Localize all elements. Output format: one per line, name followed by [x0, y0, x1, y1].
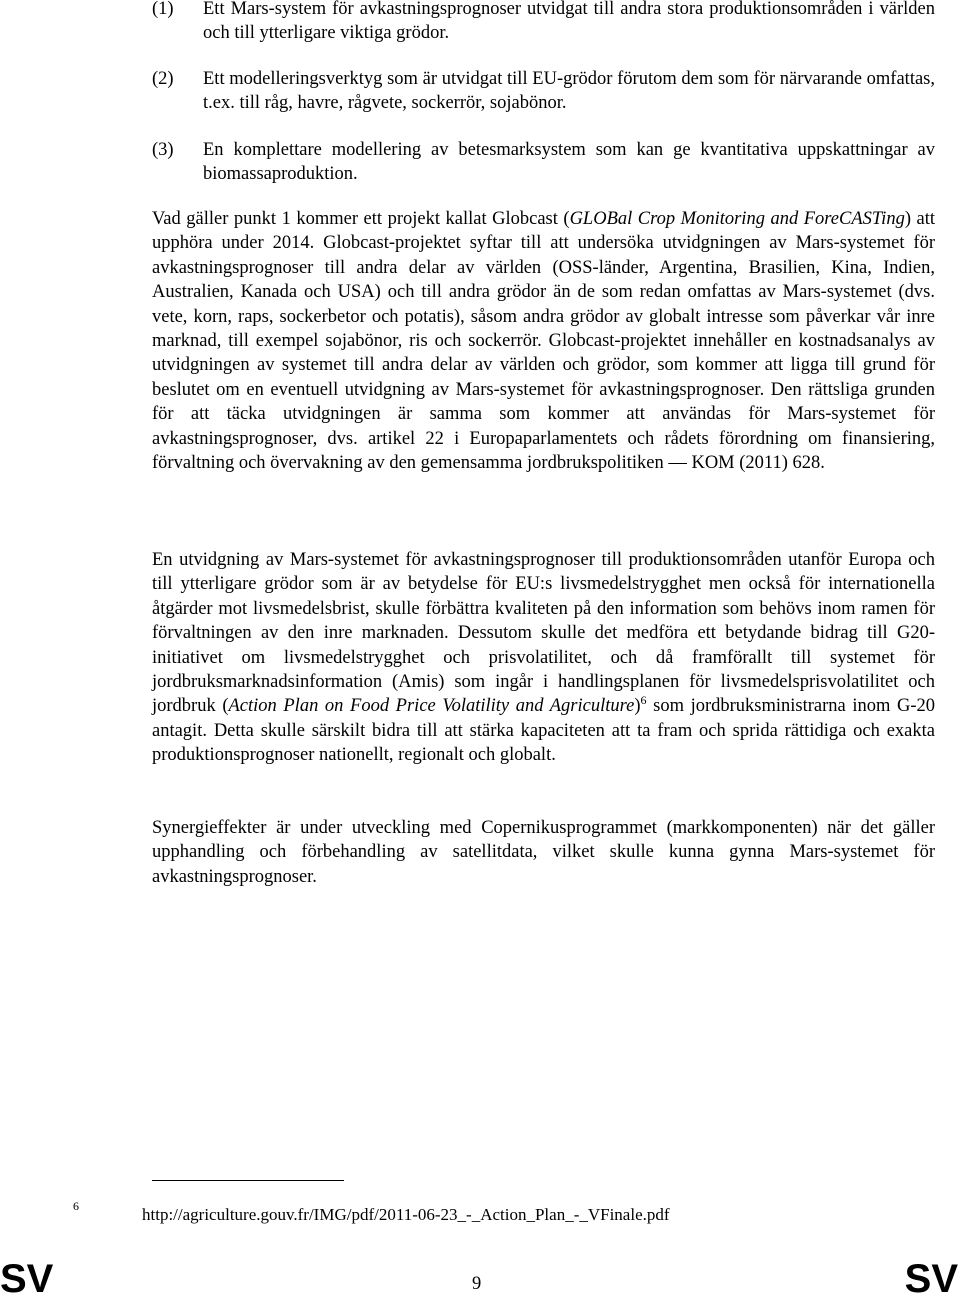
action-plan-title: Action Plan on Food Price Volatility and Agriculture [228, 696, 635, 717]
footnote-divider [152, 1180, 344, 1181]
list-number: (2) [152, 69, 174, 89]
list-item-text: Ett Mars-system för avkastningsprognoser utvidgat till andra stora produktionsområden i världen och till ytterligare viktiga grödor. [203, 0, 935, 43]
language-code-right: SV [904, 1257, 958, 1301]
paragraph-text: ) [634, 696, 641, 717]
paragraph-text: som jordbruksministrarna inom G-20 antagit. Detta skulle särskilt bidra till att stärka kapaciteten att ta fram och sprida rättidiga och exakta produktionsprognoser nationellt, regionalt och globalt. [152, 696, 936, 766]
language-code-left: SV [0, 1257, 54, 1301]
footnote-url: http://agriculture.gouv.fr/IMG/pdf/2011-06-23_-_Action_Plan_-_VFinale.pdf [142, 1205, 670, 1224]
list-item-text: En komplettare modellering av betesmarksystem som kan ge kvantitativa uppskattningar av biomassaproduktion. [203, 140, 935, 184]
list-item-1 [152, 0, 935, 45]
footnote-reference: 6 [640, 693, 647, 708]
list-item-text: Ett modelleringsverktyg som är utvidgat till EU-grödor förutom dem som för närvarande omfattas, t.ex. till råg, havre, rågvete, sockerrör, sojabönor. [203, 69, 935, 113]
list-item-3 [152, 138, 935, 186]
list-number: (1) [152, 0, 174, 19]
paragraph-text: En utvidgning av Mars-systemet för avkastningsprognoser till produktionsområden utanför Europa och till ytterligare grödor som är av betydelse för EU:s livsmedelstrygghet men också för internationella åtgärder mot livsmedelsbrist, skulle förbättra kvaliteten på den information som behövs inom ramen för förvaltningen av den inre marknaden. Dessutom skulle det medföra ett betydande bidrag till G20-initiativet om livsmedelstrygghet och prisvolatilitet, och då framförallt till systemet för jordbruksmarknadsinformation (Amis) som ingår i handlingsplanen för livsmedelsprisvolatilitet och jordbruk ( [152, 550, 935, 717]
paragraph-synergies: Synergieffekter är under utveckling med Copernikusprogrammet (markkomponenten) när det gäller upphandling och förbehandling av satellitdata, vilket skulle kunna gynna Mars-systemet för avkastningsprognoser. [152, 818, 935, 887]
page-number: 9 [472, 1274, 482, 1294]
project-name: GLOBal Crop Monitoring and ForeCASTing [569, 209, 905, 229]
list-item-2 [152, 67, 935, 115]
paragraph-expansion [152, 548, 935, 768]
paragraph-text: Vad gäller punkt 1 kommer ett projekt kallat Globcast ( [152, 209, 570, 229]
paragraph-text: ) att upphöra under 2014. Globcast-projektet syftar till att undersöka utvidgningen av Mars-systemet för avkastningsprognoser till andra delar av världen (OSS-länder, Argentina, Brasilien, Kina, Indien, Australien, Kanada och USA) och till andra grödor än de som redan omfattas av Mars-systemet (dvs. vete, korn, raps, sockerbetor och potatis), såsom andra grödor av globalt intresse som påverkar vår inre marknad, till exempel sojabönor, ris och sockerrör. Globcast-projektet innehåller en kostnadsanalys av utvidgningen av systemet till andra delar av världen och grödor, som kommer att ligga till grund för beslutet om en eventuell utvidgning av Mars-systemet för avkastningsprognoser. Den rättsliga grunden för att täcka utvidgningen är samma som kommer att användas för Mars-systemet för avkastningsprognoser, dvs. artikel 22 i Europaparlamentets och rådets förordning om finansiering, förvaltning och övervakning av den gemensamma jordbrukspolitiken — KOM (2011) 628. [152, 209, 936, 474]
list-number: (3) [152, 140, 174, 160]
footnote-number: 6 [73, 1199, 79, 1213]
paragraph-globcast [152, 207, 935, 475]
